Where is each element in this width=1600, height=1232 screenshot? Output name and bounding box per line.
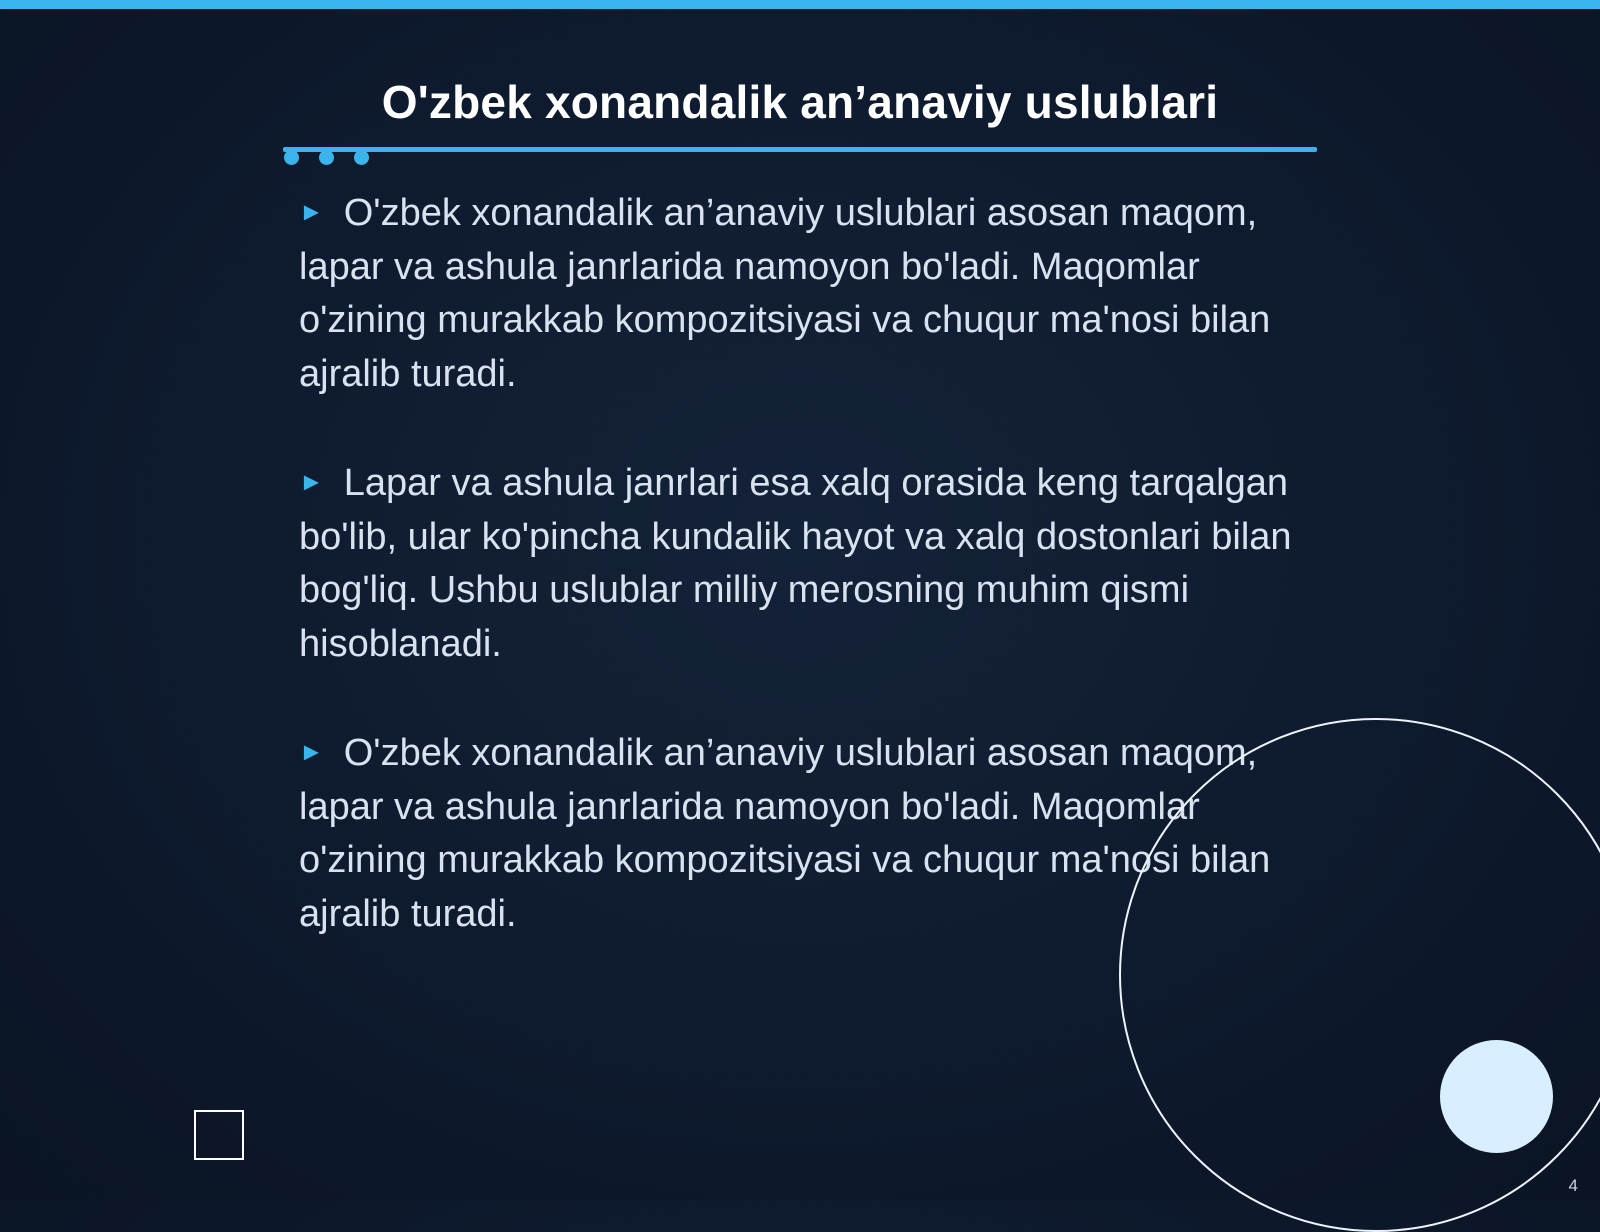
triangle-right-icon: ►	[299, 468, 324, 496]
decor-dot	[284, 150, 299, 165]
decor-dot	[354, 150, 369, 165]
square-outline-icon	[194, 1110, 244, 1160]
page-number: 4	[1568, 1176, 1578, 1195]
title-underline	[283, 147, 1317, 152]
decor-dot	[319, 150, 334, 165]
slide-title: O'zbek xonandalik an’anaviy uslublari	[381, 76, 1219, 128]
circle-filled-icon	[1440, 1040, 1553, 1153]
paragraph-text: O'zbek xonandalik an’anaviy uslublari asosan maqom, lapar va ashula janrlarida namoyon bo'ladi. Maqomlar o'zining murakkab kompozitsiyasi va chuqur ma'nosi bilan ajralib turadi.	[299, 192, 1271, 395]
paragraph-text: O'zbek xonandalik an’anaviy uslublari asosan maqom, lapar va ashula janrlarida namoyon bo'ladi. Maqomlar o'zining murakkab kompozitsiyasi va chuqur ma'nosi bilan ajralib turadi.	[299, 732, 1271, 935]
triangle-right-icon: ►	[299, 198, 324, 226]
bullet-paragraph-2	[299, 456, 1309, 671]
paragraph-text: Lapar va ashula janrlari esa xalq orasida keng tarqalgan bo'lib, ular ko'pincha kundalik hayot va xalq dostonlari bilan bog'liq. Ushbu uslublar milliy merosning muhim qismi hisoblanadi.	[299, 462, 1292, 665]
triangle-right-icon: ►	[299, 738, 324, 766]
top-accent-bar	[0, 0, 1600, 9]
bullet-paragraph-1	[299, 186, 1309, 401]
bullet-paragraph-3	[299, 726, 1309, 941]
slide-body	[299, 186, 1309, 996]
